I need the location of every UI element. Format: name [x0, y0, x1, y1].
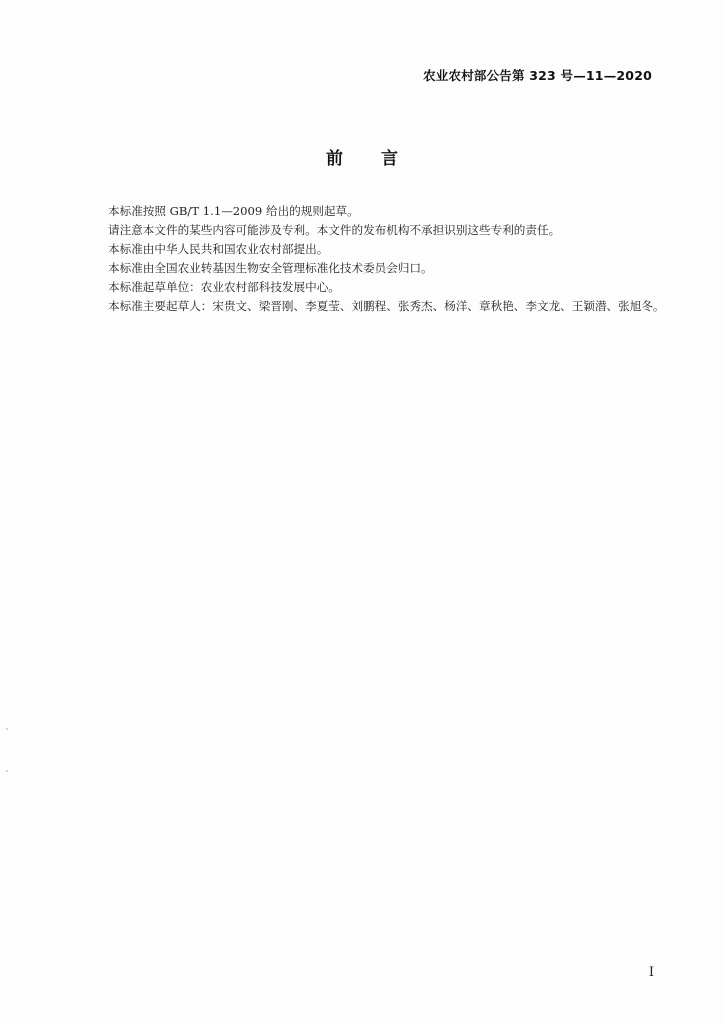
paragraph-drafting-unit: 本标准起草单位：农业农村部科技发展中心。	[108, 279, 340, 294]
paragraph-proposer: 本标准由中华人民共和国农业农村部提出。	[108, 241, 329, 256]
paragraph-patent-notice: 请注意本文件的某些内容可能涉及专利。本文件的发布机构不承担识别这些专利的责任。	[108, 222, 561, 237]
paragraph-drafters: 本标准主要起草人：宋贵文、梁晋刚、李夏莹、刘鹏程、张秀杰、杨洋、章秋艳、李文龙、王颖潜、张旭冬。	[108, 298, 665, 313]
scan-speck	[6, 770, 8, 772]
scan-speck	[6, 728, 8, 730]
page-number: I	[648, 965, 654, 980]
paragraph-drafting-rules: 本标准按照 GB/T 1.1—2009 给出的规则起草。	[108, 204, 359, 218]
preface-body	[86, 202, 666, 315]
paragraph-administrator: 本标准由全国农业转基因生物安全管理标准化技术委员会归口。	[108, 260, 433, 275]
page-title: 前言	[326, 149, 436, 169]
document-code-header: 农业农村部公告第 323 号—11—2020	[423, 68, 652, 83]
